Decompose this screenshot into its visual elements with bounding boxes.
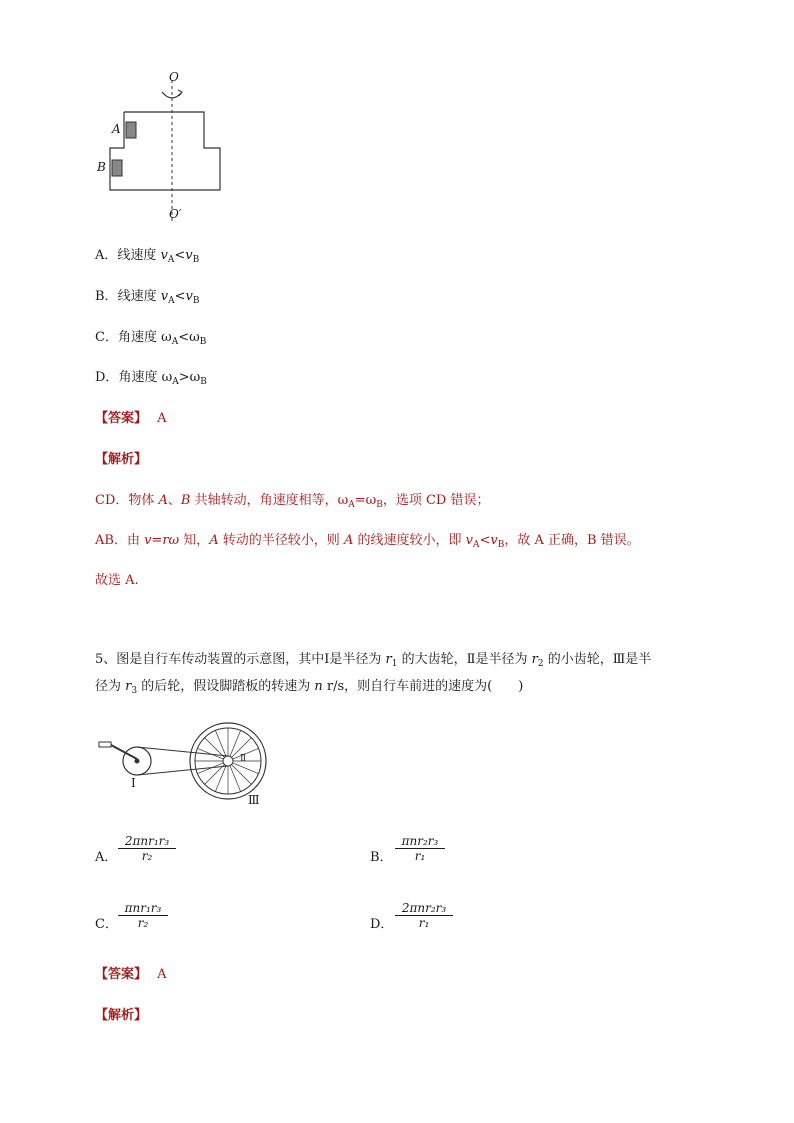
q4-option-b: B．线速度 $v_A<v_B$ bbox=[95, 289, 200, 306]
figure-rotating-block bbox=[90, 68, 240, 226]
q5-option-a-letter: A． bbox=[95, 850, 118, 865]
q5-option-b-letter: B． bbox=[370, 850, 393, 865]
q5-analysis-label: 【解析】 bbox=[95, 1008, 148, 1023]
fig2-label-II: Ⅱ bbox=[240, 754, 247, 764]
q5-option-a-fraction: 2πnr₁r₃ r₂ bbox=[118, 834, 176, 863]
q4-analysis-line-2: AB．由 v=rω 知，A 转动的半径较小，则 A 的线速度较小，即 $v_A<v_B$，故 A 正确，B 错误。 bbox=[95, 533, 640, 550]
q4-option-a: A．线速度 $v_A<v_B$ bbox=[95, 248, 200, 265]
fig2-label-I: Ⅰ bbox=[131, 776, 136, 790]
q4-option-c: C．角速度 $\omega_A<\omega_B$ bbox=[95, 330, 207, 347]
q5-option-d-fraction: 2πnr₂r₃ r₁ bbox=[395, 901, 453, 930]
q4-option-d: D．角速度 $\omega_A>\omega_B$ bbox=[95, 370, 207, 387]
q4-analysis-line-1: CD．物体 A、B 共轴转动，角速度相等，$\omega_A=\omega_B$，选项 CD 错误； bbox=[95, 493, 490, 510]
answer-label: 【答案】 bbox=[95, 411, 148, 426]
q4-answer bbox=[95, 410, 167, 428]
q5-stem-line-1: 5、图是自行车传动装置的示意图，其中Ⅰ是半径为 $r_1$ 的大齿轮，Ⅱ是半径为 $r_2$ 的小齿轮，Ⅲ是半 bbox=[95, 652, 652, 669]
q5-answer bbox=[95, 966, 167, 984]
fig2-label-III: Ⅲ bbox=[248, 793, 260, 807]
fig1-label-A: A bbox=[112, 122, 121, 136]
answer-value: A bbox=[157, 967, 167, 982]
q5-option-c-letter: C． bbox=[95, 917, 118, 932]
q5-option-d-letter: D． bbox=[370, 917, 394, 932]
answer-label: 【答案】 bbox=[95, 967, 148, 982]
q4-analysis-label: 【解析】 bbox=[95, 452, 148, 467]
answer-value: A bbox=[157, 411, 167, 426]
fig1-label-O-prime: O′ bbox=[169, 207, 182, 221]
q5-stem-line-2: 径为 $r_3$ 的后轮，假设脚踏板的转速为 n r/s，则自行车前进的速度为( ) bbox=[95, 679, 524, 696]
q4-analysis-line-3: 故选 A. bbox=[95, 573, 139, 588]
fig1-label-O: O bbox=[169, 70, 179, 84]
q5-option-b-fraction: πnr₂r₃ r₁ bbox=[395, 834, 445, 863]
fig1-label-B: B bbox=[97, 160, 106, 174]
q5-option-c-fraction: πnr₁r₃ r₂ bbox=[118, 901, 168, 930]
